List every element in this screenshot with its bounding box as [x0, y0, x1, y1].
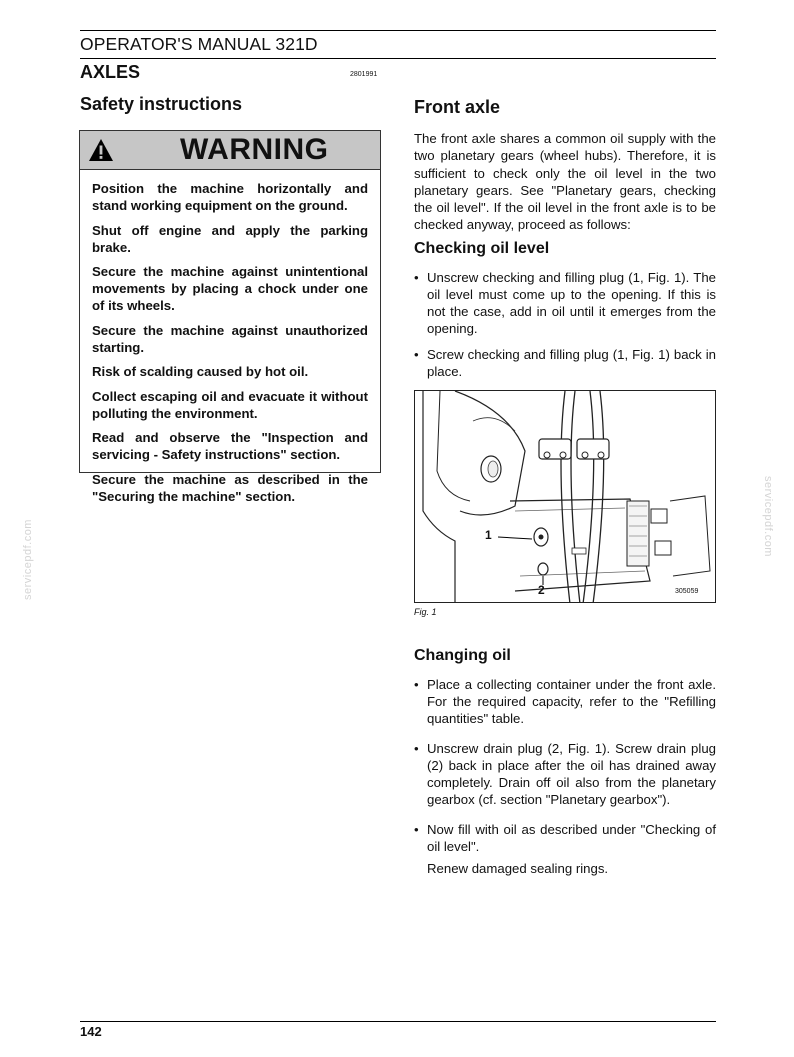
- warning-item: Secure the machine against unauthorized starting.: [92, 322, 368, 355]
- step-text: Now fill with oil as described under "Checking of oil level".: [427, 822, 716, 854]
- warning-item: Read and observe the "Inspection and servicing - Safety instructions" section.: [92, 430, 368, 462]
- sealing-note: Renew damaged sealing rings.: [427, 861, 609, 876]
- footer-rule: [80, 1021, 716, 1022]
- list-item: • Place a collecting container under the front axle. For the required capacity, refer to the "Refilling quantities" table.: [414, 677, 716, 726]
- list-item: • Now fill with oil as described under "Checking of oil level".: [414, 822, 716, 854]
- list-item: • Screw checking and filling plug (1, Fig. 1) back in place.: [414, 347, 716, 379]
- step-text: Unscrew checking and filling plug (1, Fig. 1). The oil level must come up to the opening. If this is not the case, add in oil until it emerges from the opening.: [427, 270, 716, 336]
- warning-list: [80, 180, 380, 505]
- safety-heading: Safety instructions: [80, 94, 243, 114]
- figure-1: [414, 390, 716, 603]
- section-title: AXLES: [80, 62, 141, 82]
- checking-steps: [414, 269, 716, 380]
- axle-illustration: [415, 391, 716, 603]
- list-item: • Unscrew checking and filling plug (1, Fig. 1). The oil level must come up to the opening. If this is not the case, add in oil until it emerges from the opening.: [414, 270, 716, 336]
- warning-title: WARNING: [180, 133, 329, 166]
- warning-header: [80, 131, 380, 170]
- warning-item: Position the machine horizontally and stand working equipment on the ground.: [92, 181, 368, 213]
- checking-heading: Checking oil level: [414, 240, 550, 257]
- step-text: Place a collecting container under the front axle. For the required capacity, refer to the "Refilling quantities" table.: [427, 677, 716, 726]
- front-axle-heading: Front axle: [414, 97, 501, 117]
- step-text: Unscrew drain plug (2, Fig. 1). Screw drain plug (2) back in place after the oil has drained away completely. Drain off oil also from the planetary gearbox (cf. section "Planetary gearbox").: [427, 741, 716, 807]
- header-bottom-rule: [80, 58, 716, 59]
- page-number: 142: [80, 1024, 102, 1039]
- callout-2: 2: [538, 583, 545, 597]
- front-axle-intro: The front axle shares a common oil supply with the two planetary gears (wheel hubs). Therefore, it is sufficient to check only the oil level in the two planetary gears. See "Planetary gears, checking the oil level". If the oil level in the front axle is to be checked anyway, proceed as follows:: [414, 131, 716, 233]
- warning-box: [79, 130, 381, 504]
- figure-caption: Fig. 1: [414, 607, 437, 617]
- watermark-left: servicepdf.com: [22, 519, 34, 600]
- header-top-rule: [80, 30, 716, 31]
- changing-heading: Changing oil: [414, 647, 511, 664]
- watermark-right: servicepdf.com: [762, 476, 774, 557]
- warning-item: Secure the machine against unintentional movements by placing a chock under one of its wheels.: [92, 264, 368, 313]
- manual-title: OPERATOR'S MANUAL 321D: [80, 34, 318, 54]
- callout-1: 1: [485, 528, 492, 542]
- list-item: • Unscrew drain plug (2, Fig. 1). Screw drain plug (2) back in place after the oil has drained away completely. Drain off oil also from the planetary gearbox (cf. section "Planetary gearbox").: [414, 741, 716, 807]
- warning-item: Secure the machine as described in the "Securing the machine" section.: [92, 471, 368, 504]
- warning-item: Shut off engine and apply the parking brake.: [92, 222, 368, 255]
- step-text: Screw checking and filling plug (1, Fig. 1) back in place.: [427, 347, 716, 379]
- image-number: 305059: [675, 588, 699, 595]
- warning-triangle-icon: [88, 138, 114, 167]
- doc-code: 2801991: [350, 71, 378, 78]
- warning-item: Risk of scalding caused by hot oil.: [92, 364, 309, 379]
- warning-item: Collect escaping oil and evacuate it without polluting the environment.: [92, 388, 368, 421]
- changing-steps: [414, 676, 716, 855]
